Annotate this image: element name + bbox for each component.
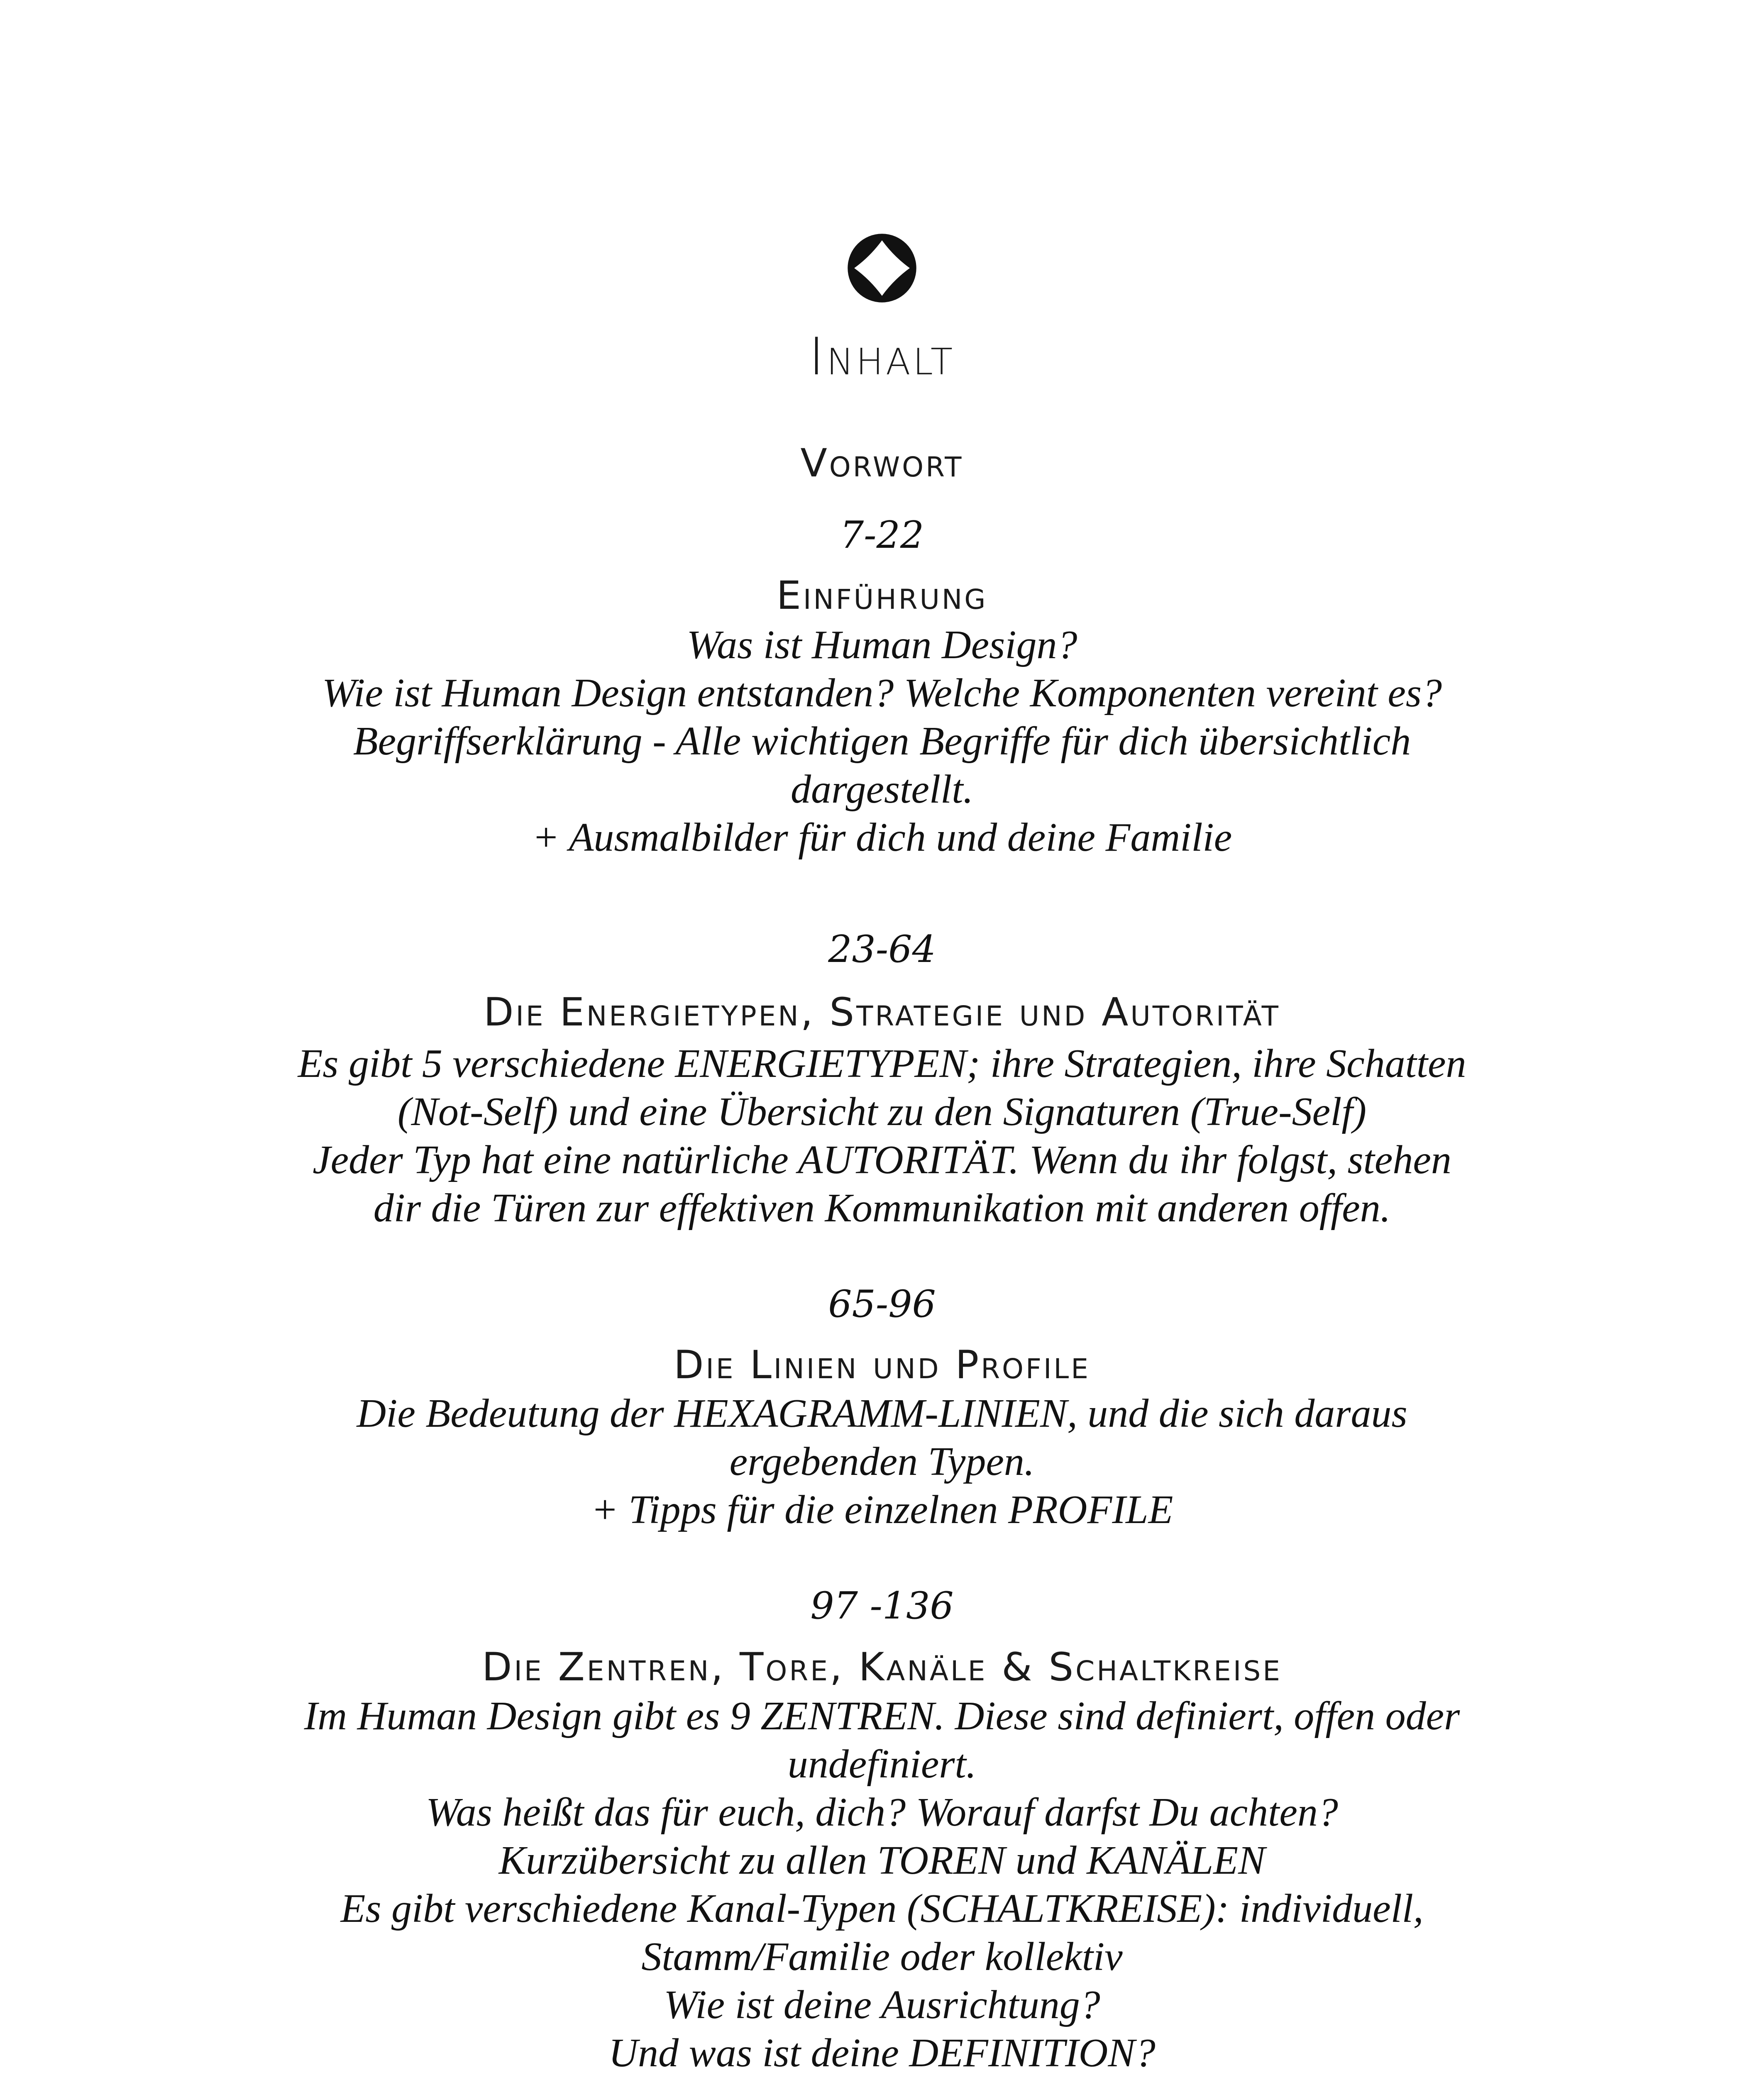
section-4-line: Kurzübersicht zu allen TOREN und KANÄLEN <box>498 1838 1266 1883</box>
section-1-line: + Ausmalbilder für dich und deine Familie <box>532 815 1232 860</box>
section-2-page-range: 23-64 <box>828 928 936 971</box>
section-4-description <box>0 1692 1764 2075</box>
section-4-line: Im Human Design gibt es 9 ZENTREN. Diese sind definiert, offen oder <box>304 1694 1460 1738</box>
section-4-line: Stamm/Familie oder kollektiv <box>641 1934 1123 1979</box>
section-4-line: Was heißt das für euch, dich? Worauf darfst Du achten? <box>426 1790 1338 1835</box>
section-heading-vorwort: Vorwort <box>800 441 964 486</box>
section-4-line: Wie ist deine Ausrichtung? <box>664 1982 1100 2027</box>
section-1-heading: Einführung <box>776 573 988 618</box>
section-4-page-range: 97 -136 <box>810 1584 954 1628</box>
section-3-line: ergebenden Typen. <box>729 1439 1035 1484</box>
section-1-line: Was ist Human Design? <box>687 622 1077 667</box>
section-2-line: dir die Türen zur effektiven Kommunikation mit anderen offen. <box>373 1186 1391 1230</box>
diamond-ring-logo-icon <box>845 232 919 305</box>
section-1-line: dargestellt. <box>790 767 974 812</box>
section-3-heading: Die Linien und Profile <box>674 1343 1090 1388</box>
section-2-line: Jeder Typ hat eine natürliche AUTORITÄT. Wenn du ihr folgst, stehen <box>313 1138 1451 1182</box>
section-3-page-range: 65-96 <box>828 1282 936 1326</box>
section-2-description <box>0 1040 1764 1232</box>
section-4-line: Und was ist deine DEFINITION? <box>608 2031 1156 2075</box>
section-4-line: undefiniert. <box>787 1742 977 1787</box>
section-4-line: Es gibt verschiedene Kanal-Typen (SCHALTKREISE): individuell, <box>340 1886 1424 1931</box>
section-1-line: Begriffserklärung - Alle wichtigen Begriffe für dich übersichtlich <box>353 719 1411 764</box>
section-4-heading: Die Zentren, Tore, Kanäle & Schaltkreise <box>482 1645 1282 1690</box>
section-3-description <box>0 1389 1764 1534</box>
section-1-line: Wie ist Human Design entstanden? Welche Komponenten vereint es? <box>322 671 1442 715</box>
section-3-line: + Tipps für die einzelnen PROFILE <box>591 1487 1173 1532</box>
section-2-heading: Die Energietypen, Strategie und Autorität <box>484 990 1280 1035</box>
page-title: Inhalt <box>809 327 955 387</box>
section-1-page-range: 7-22 <box>840 513 924 557</box>
section-2-line: (Not-Self) und eine Übersicht zu den Signaturen (True-Self) <box>397 1089 1367 1134</box>
section-3-line: Die Bedeutung der HEXAGRAMM-LINIEN, und die sich daraus <box>357 1391 1407 1436</box>
section-1-description <box>0 621 1764 862</box>
section-2-line: Es gibt 5 verschiedene ENERGIETYPEN; ihre Strategien, ihre Schatten <box>298 1041 1466 1086</box>
